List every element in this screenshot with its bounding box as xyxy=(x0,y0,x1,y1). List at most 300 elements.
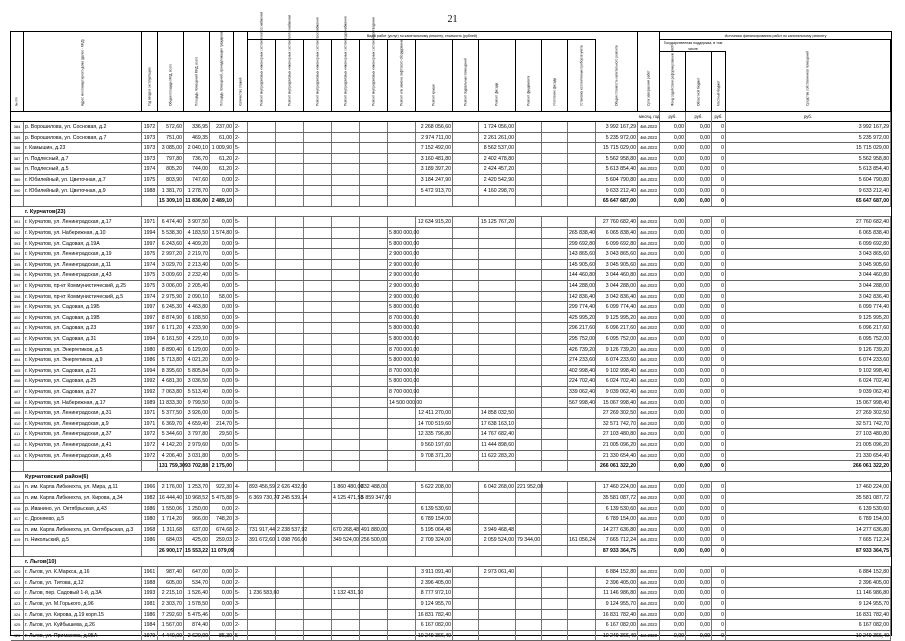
table-row xyxy=(11,260,891,271)
citizens-area-cell: 0,00 xyxy=(210,451,234,461)
owners-funds-cell: 6 096 217,60 xyxy=(726,323,891,333)
year-cell: 1971 xyxy=(142,408,158,418)
fund-cell: 0,00 xyxy=(660,482,686,492)
total-area-cell: 6 474,40 xyxy=(158,217,184,227)
total-area-cell: 2 997,20 xyxy=(158,249,184,259)
local-budget-cell: 0 xyxy=(712,260,726,270)
year-cell: 1994 xyxy=(142,228,158,238)
work-cost-cell xyxy=(360,175,388,185)
work-cost-cell xyxy=(416,292,453,302)
work-cost-cell xyxy=(568,175,596,185)
work-cost-cell: 12 411 270,00 xyxy=(416,408,453,418)
owners-funds-cell: 17 460 224,00 xyxy=(726,482,891,492)
work-cost-cell xyxy=(453,302,479,312)
premises-area-cell: 534,70 xyxy=(184,578,210,588)
work-cost-cell xyxy=(542,535,568,545)
work-cost-cell xyxy=(388,482,416,492)
premises-area-cell: 469,35 xyxy=(184,133,210,143)
floors-cell: 2- xyxy=(234,164,248,174)
row-number: 400 xyxy=(11,313,24,323)
work-cost-cell xyxy=(568,429,596,439)
work-cost-cell xyxy=(453,588,479,598)
work-cost-cell xyxy=(542,567,568,577)
work-cost-cell xyxy=(276,620,304,630)
empty-cell xyxy=(276,196,304,206)
total-area-cell: 1 311,68 xyxy=(158,525,184,535)
fund-cell: 0,00 xyxy=(660,196,686,206)
work-cost-cell xyxy=(453,620,479,630)
work-cost-cell: 8 700 000,00 xyxy=(389,346,420,353)
premises-area-cell: 1 526,40 xyxy=(184,588,210,598)
header-col-2 xyxy=(142,32,158,111)
work-cost-cell xyxy=(304,217,332,227)
work-cost-cell xyxy=(542,429,568,439)
owners-funds-cell: 14 277 636,80 xyxy=(726,525,891,535)
work-cost-cell: 6 042 268,00 xyxy=(479,482,516,492)
address-cell: г. Курчатов, ул. Энергетиков, д.5 xyxy=(24,345,142,355)
work-cost-cell xyxy=(360,398,388,408)
row-number: 415 xyxy=(11,493,24,503)
floors-cell: 2- xyxy=(234,122,248,132)
work-cost-cell xyxy=(388,122,416,132)
header-col-label: Утепление фасада xyxy=(551,77,556,106)
work-cost-cell xyxy=(332,217,360,227)
work-cost-cell xyxy=(479,578,516,588)
fund-cell: 0,00 xyxy=(660,504,686,514)
work-cost-cell xyxy=(276,122,304,132)
work-cost-cell: 145 905,60 xyxy=(569,261,595,268)
work-cost-cell: 2 261 261,00 xyxy=(479,133,516,143)
owners-funds-cell: 5 613 854,40 xyxy=(726,164,891,174)
header-col-label: Адрес многоквартирного дома (далее - МКД) xyxy=(79,39,84,106)
citizens-area-cell: 0,00 xyxy=(210,249,234,259)
work-cost-cell xyxy=(453,260,479,270)
work-cost-cell xyxy=(248,366,276,376)
work-cost-cell xyxy=(388,175,416,185)
empty-cell xyxy=(516,461,542,471)
work-cost-cell xyxy=(276,143,304,153)
work-cost-cell xyxy=(276,270,304,280)
work-cost-cell xyxy=(332,567,360,577)
header-col-13 xyxy=(416,40,453,111)
work-cost-cell xyxy=(360,281,388,291)
total-cost-cell: 5 562 958,80 xyxy=(596,154,638,164)
citizens-area-cell: 0,00 xyxy=(210,578,234,588)
work-cost-cell xyxy=(453,239,479,249)
total-cost-cell: 5 604 790,80 xyxy=(596,175,638,185)
owners-funds-cell: 6 074 233,60 xyxy=(726,355,891,365)
work-cost-cell xyxy=(416,323,453,333)
address-cell: г. Курчатов, ул. Ленинградская, д.45 xyxy=(24,451,142,461)
total-cost-cell: 3 044 288,00 xyxy=(596,281,638,291)
premises-area-cell: 2 232,40 xyxy=(184,270,210,280)
premises-area-cell: 2 979,60 xyxy=(184,440,210,450)
work-cost-cell xyxy=(516,133,542,143)
owners-funds-cell: 32 571 742,70 xyxy=(726,419,891,429)
header-col-15 xyxy=(479,40,516,111)
citizens-area-cell: 0,00 xyxy=(210,323,234,333)
header-col-label: № п/п xyxy=(14,97,19,106)
fund-cell: 0,00 xyxy=(660,578,686,588)
regional-budget-cell: 0,00 xyxy=(686,546,712,556)
work-cost-cell xyxy=(332,334,360,344)
fund-cell: 0,00 xyxy=(660,588,686,598)
fund-cell: 0,00 xyxy=(660,334,686,344)
header-col-label: Общая стоимость капитального ремонта xyxy=(613,45,618,106)
address-cell: п. Подлесный, д.5 xyxy=(24,164,142,174)
total-area-cell: 803,90 xyxy=(158,175,184,185)
work-cost-cell xyxy=(453,504,479,514)
work-cost-cell: 1 860 480,00 xyxy=(333,484,364,491)
header-col-9 xyxy=(304,17,332,111)
premises-area-cell: 647,00 xyxy=(184,567,210,577)
work-cost-cell xyxy=(304,133,332,143)
year-cell: 1988 xyxy=(142,186,158,196)
group-heading xyxy=(11,472,891,483)
header-col-label: Средства собственников помещений xyxy=(805,50,810,106)
work-cost-cell: 2 900 000,00 xyxy=(389,293,420,300)
group-heading xyxy=(11,207,891,218)
citizens-area-cell: 237,00 xyxy=(210,122,234,132)
empty-cell xyxy=(542,546,568,556)
address-cell: г. Льгов, пер. Садовый 1-й, д.3А xyxy=(24,588,142,598)
row-number: 409 xyxy=(11,408,24,418)
year-cell: 1997 xyxy=(142,323,158,333)
work-cost-cell xyxy=(304,398,332,408)
premises-area-cell: 5 513,40 xyxy=(184,387,210,397)
work-cost-cell xyxy=(516,260,542,270)
total-cost-cell: 3 044 460,80 xyxy=(596,270,638,280)
term-cell: 4кв.2023 xyxy=(638,292,660,302)
work-cost-cell xyxy=(332,419,360,429)
total-cost-cell: 27 269 302,50 xyxy=(596,408,638,418)
citizens-area-cell: 674,68 xyxy=(210,525,234,535)
total-area-cell: 8 890,40 xyxy=(158,345,184,355)
work-cost-cell: 5 800 000,00 xyxy=(389,336,420,342)
capital-repair-table xyxy=(10,11,892,639)
work-cost-cell xyxy=(516,239,542,249)
work-cost-cell xyxy=(360,313,388,323)
work-cost-cell xyxy=(388,514,416,524)
address-cell: г. Льгов, ул. Кирова, д.19 корп.15 xyxy=(24,610,142,620)
owners-funds-cell: 5 562 958,80 xyxy=(726,154,891,164)
work-cost-cell: 256 500,00 xyxy=(361,537,387,544)
work-cost-cell xyxy=(332,610,360,620)
work-cost-cell xyxy=(276,260,304,270)
total-cost-cell: 2 396 405,00 xyxy=(596,578,638,588)
total-cost-cell: 14 277 636,80 xyxy=(596,525,638,535)
table-row xyxy=(11,429,891,440)
owners-funds-cell: 3 043 865,60 xyxy=(726,249,891,259)
work-cost-cell xyxy=(248,175,276,185)
work-cost-cell: 9 560 197,60 xyxy=(416,440,453,450)
header-col-label: Ремонт подвальных помещений xyxy=(462,58,467,106)
work-cost-cell xyxy=(542,302,568,312)
term-cell: 4кв.2023 xyxy=(638,334,660,344)
local-budget-cell: 0 xyxy=(712,292,726,302)
work-cost-cell xyxy=(360,217,388,227)
work-cost-cell xyxy=(416,281,453,291)
work-cost-cell xyxy=(479,514,516,524)
fund-cell: 0,00 xyxy=(660,631,686,641)
work-cost-cell xyxy=(568,578,596,588)
work-cost-cell xyxy=(248,313,276,323)
owners-funds-cell: 35 581 087,72 xyxy=(726,493,891,503)
floors-cell: 9- xyxy=(234,355,248,365)
year-cell: 1972 xyxy=(142,122,158,132)
work-cost-cell xyxy=(332,440,360,450)
work-cost-cell xyxy=(568,217,596,227)
row-number: 397 xyxy=(11,281,24,291)
regional-budget-cell: 0,00 xyxy=(686,525,712,535)
owners-funds-cell: 6 139 530,60 xyxy=(726,504,891,514)
term-cell: 4кв.2023 xyxy=(638,599,660,609)
row-number: 393 xyxy=(11,239,24,249)
work-cost-cell xyxy=(304,186,332,196)
empty-cell xyxy=(234,461,248,471)
work-cost-cell xyxy=(416,228,453,238)
work-cost-cell xyxy=(276,228,304,238)
citizens-area-cell: 0,00 xyxy=(210,302,234,312)
work-cost-cell xyxy=(516,504,542,514)
work-cost-cell xyxy=(516,408,542,418)
total-area-cell: 751,00 xyxy=(158,133,184,143)
regional-budget-cell: 0,00 xyxy=(686,249,712,259)
term-cell: 4кв.2023 xyxy=(638,408,660,418)
table-row xyxy=(11,239,891,250)
fund-cell: 0,00 xyxy=(660,429,686,439)
owners-funds-cell: 9 039 062,40 xyxy=(726,387,891,397)
year-cell: 1984 xyxy=(142,620,158,630)
work-cost-cell xyxy=(276,419,304,429)
work-cost-cell: 5 800 000,00 xyxy=(389,378,420,385)
address-cell: г. Курчатов, ул. Садовая, д.19А xyxy=(24,239,142,249)
work-cost-cell: 7 152 492,00 xyxy=(416,143,453,153)
work-cost-cell xyxy=(516,429,542,439)
work-cost-cell xyxy=(542,387,568,397)
year-cell: 1974 xyxy=(142,260,158,270)
term-cell: 4кв.2023 xyxy=(638,175,660,185)
work-cost-cell xyxy=(479,239,516,249)
work-cost-cell xyxy=(568,631,596,641)
address-cell: г. Курчатов, ул. Ленинградская, д.31 xyxy=(24,408,142,418)
work-cost-cell xyxy=(516,355,542,365)
term-cell: 4кв.2023 xyxy=(638,164,660,174)
work-cost-cell xyxy=(542,164,568,174)
fund-cell: 0,00 xyxy=(660,323,686,333)
owners-funds-cell: 9 125 995,20 xyxy=(726,313,891,323)
work-cost-cell xyxy=(516,334,542,344)
citizens-area-cell: 0,00 xyxy=(210,281,234,291)
total-area-cell: 5 713,80 xyxy=(158,355,184,365)
premises-area-cell: 9 799,50 xyxy=(184,398,210,408)
work-cost-cell: 2 974 711,00 xyxy=(416,133,453,143)
work-cost-cell xyxy=(516,143,542,153)
work-cost-cell xyxy=(568,588,596,598)
work-cost-cell xyxy=(360,376,388,386)
work-cost-cell xyxy=(304,482,332,492)
address-cell: г. Льгов, ул. М.Горького, д.96 xyxy=(24,599,142,609)
work-cost-cell: 144 460,80 xyxy=(569,272,595,279)
regional-budget-cell: 0,00 xyxy=(686,355,712,365)
empty-cell xyxy=(568,461,596,471)
owners-funds-cell: 6 789 154,00 xyxy=(726,514,891,524)
work-cost-cell: 79 344,00 xyxy=(517,537,541,544)
header-col-20 xyxy=(638,32,660,111)
total-area-cell: 1 567,00 xyxy=(158,620,184,630)
row-number: 384 xyxy=(11,122,24,132)
work-cost-cell: 14 858 032,50 xyxy=(480,410,514,417)
local-budget-cell: 0 xyxy=(712,387,726,397)
header-col-10 xyxy=(332,16,360,111)
address-cell: г. Курчатов, пр-кт Коммунистический, д.5 xyxy=(24,292,142,302)
work-cost-cell xyxy=(516,164,542,174)
year-cell: 1972 xyxy=(142,429,158,439)
work-cost-cell: 491 880,00 xyxy=(361,526,387,533)
empty-cell xyxy=(304,196,332,206)
work-cost-cell xyxy=(516,451,542,461)
header-col-label: Ремонт внутридомовых инженерных систем теплоснабжения xyxy=(286,14,291,106)
work-cost-cell xyxy=(304,260,332,270)
owners-funds-cell: 5 604 790,80 xyxy=(726,175,891,185)
work-cost-cell xyxy=(276,376,304,386)
work-cost-cell xyxy=(276,429,304,439)
premises-area-cell: 2 040,10 xyxy=(184,143,210,153)
owners-funds-cell: 9 633 212,40 xyxy=(726,186,891,196)
work-cost-cell xyxy=(248,239,276,249)
header-col-label: Ремонт фасада xyxy=(494,82,499,106)
empty-cell xyxy=(24,461,142,471)
year-cell: 1975 xyxy=(142,281,158,291)
work-cost-cell: 391 672,60 xyxy=(249,537,275,544)
term-cell: 4кв.2023 xyxy=(638,514,660,524)
work-cost-cell xyxy=(276,514,304,524)
owners-funds-cell: 3 042 836,40 xyxy=(726,292,891,302)
regional-budget-cell: 0,00 xyxy=(686,440,712,450)
work-cost-cell xyxy=(388,535,416,545)
work-cost-cell: 5 859 347,00 xyxy=(361,495,392,501)
address-cell: г. Льгов, ул. К.Маркса, д.16 xyxy=(24,567,142,577)
premises-area-cell: 2 213,40 xyxy=(184,260,210,270)
table-row xyxy=(11,217,891,228)
work-cost-cell xyxy=(453,451,479,461)
address-cell: г. Курчатов, ул. Садовая, д.25 xyxy=(24,376,142,386)
year-cell: 1974 xyxy=(142,292,158,302)
table-row xyxy=(11,620,891,631)
term-cell: 4кв.2023 xyxy=(638,567,660,577)
work-cost-cell xyxy=(360,143,388,153)
header-col-4 xyxy=(184,32,210,111)
work-cost-cell xyxy=(479,610,516,620)
subtotal-row xyxy=(11,196,891,207)
total-area-cell: 7 292,60 xyxy=(158,610,184,620)
subtotal-premises-area: 93 702,88 xyxy=(185,463,209,470)
work-cost-cell: 2 059 524,00 xyxy=(479,535,516,545)
total-cost-cell: 32 571 742,70 xyxy=(596,419,638,429)
year-cell: 1988 xyxy=(142,578,158,588)
table-row xyxy=(11,133,891,144)
work-cost-cell xyxy=(388,599,416,609)
work-cost-cell xyxy=(360,302,388,312)
work-cost-cell xyxy=(388,217,416,227)
local-budget-cell: 0 xyxy=(712,323,726,333)
year-cell: 1997 xyxy=(142,302,158,312)
work-cost-cell xyxy=(388,164,416,174)
work-cost-cell xyxy=(453,334,479,344)
floors-cell: 9- xyxy=(234,228,248,238)
local-budget-cell: 0 xyxy=(712,133,726,143)
floors-cell: 2- xyxy=(234,175,248,185)
year-cell: 1986 xyxy=(142,535,158,545)
empty-cell xyxy=(304,546,332,556)
local-budget-cell: 0 xyxy=(712,249,726,259)
total-cost-cell: 6 074 233,60 xyxy=(596,355,638,365)
regional-budget-cell: 0,00 xyxy=(686,239,712,249)
work-cost-cell xyxy=(276,302,304,312)
header-col-21 xyxy=(660,44,686,111)
address-cell: г. Юбилейный, ул. Цветочная, д.7 xyxy=(24,175,142,185)
work-cost-cell xyxy=(479,323,516,333)
empty-cell xyxy=(142,546,158,556)
floors-cell: 9- xyxy=(234,366,248,376)
table-row xyxy=(11,186,891,197)
work-cost-cell xyxy=(332,186,360,196)
citizens-area-cell: 0,00 xyxy=(210,504,234,514)
citizens-area-cell: 5 475,88 xyxy=(211,495,232,501)
work-cost-cell xyxy=(360,387,388,397)
work-cost-cell xyxy=(453,143,479,153)
owners-funds-cell: 6 095 752,00 xyxy=(726,334,891,344)
regional-budget-cell: 0,00 xyxy=(686,366,712,376)
work-cost-cell xyxy=(568,419,596,429)
citizens-area-cell: 0,00 xyxy=(210,610,234,620)
work-cost-cell xyxy=(276,154,304,164)
work-cost-cell xyxy=(516,440,542,450)
address-cell: г. Льгов, ул. Титова, д.12 xyxy=(24,578,142,588)
work-cost-cell xyxy=(568,493,596,503)
work-cost-cell xyxy=(542,292,568,302)
work-cost-cell xyxy=(276,366,304,376)
premises-area-cell: 3 031,80 xyxy=(184,451,210,461)
year-cell: 1975 xyxy=(142,270,158,280)
work-cost-cell xyxy=(568,154,596,164)
fund-cell: 0,00 xyxy=(660,302,686,312)
premises-area-cell: 3 907,50 xyxy=(184,217,210,227)
local-budget-cell: 0 xyxy=(712,578,726,588)
row-number: 410 xyxy=(11,419,24,429)
total-area-cell: 11 833,30 xyxy=(159,399,182,406)
work-cost-cell xyxy=(304,313,332,323)
work-cost-cell xyxy=(516,228,542,238)
owners-funds-cell: 266 061 322,20 xyxy=(726,461,891,471)
work-cost-cell xyxy=(479,631,516,641)
work-cost-cell xyxy=(360,345,388,355)
work-cost-cell xyxy=(304,334,332,344)
work-cost-cell xyxy=(542,366,568,376)
work-cost-cell: 5 195 064,48 xyxy=(416,525,453,535)
local-budget-cell: 0 xyxy=(712,175,726,185)
work-cost-cell xyxy=(516,419,542,429)
work-cost-cell xyxy=(542,440,568,450)
address-cell: г. Курчатов, ул. Садовая, д.21 xyxy=(24,366,142,376)
work-cost-cell xyxy=(388,504,416,514)
floors-cell: 5- xyxy=(234,260,248,270)
work-cost-cell xyxy=(542,186,568,196)
table-row xyxy=(11,387,891,398)
work-cost-cell xyxy=(568,451,596,461)
work-cost-cell: 221 952,00 xyxy=(517,484,543,491)
work-cost-cell xyxy=(388,631,416,641)
